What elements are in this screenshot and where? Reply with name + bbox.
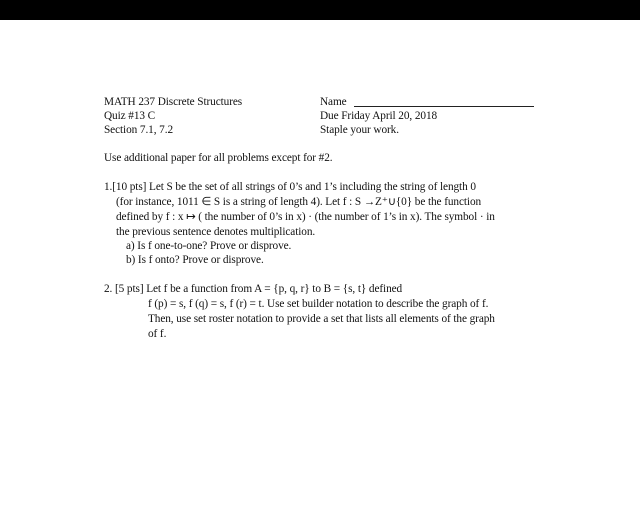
problem-2-line-2: f (p) = s, f (q) = s, f (r) = t. Use set builder notation to describe the graph of f. bbox=[148, 298, 489, 310]
course-title: MATH 237 Discrete Structures bbox=[104, 96, 243, 108]
section-label: Section 7.1, 7.2 bbox=[104, 124, 174, 136]
name-blank-line bbox=[354, 106, 534, 107]
name-label: Name bbox=[320, 96, 347, 108]
problem-2-line-4: of f. bbox=[148, 328, 167, 340]
problem-1-line-2: (for instance, 1011 ∈ S is a string of length 4). Let f : S →Z⁺∪{0} be the function bbox=[116, 196, 482, 208]
problem-1-line-1: 1.[10 pts] Let S be the set of all strings of 0’s and 1’s including the string of length 0 bbox=[104, 181, 476, 193]
problem-1-line-3: defined by f : x ↦ ( the number of 0’s in x) · (the number of 1’s in x). The symbol · in bbox=[116, 211, 495, 223]
problem-1-part-b: b) Is f onto? Prove or disprove. bbox=[126, 254, 264, 266]
problem-1-line-4: the previous sentence denotes multiplication. bbox=[116, 226, 316, 238]
quiz-number: Quiz #13 C bbox=[104, 110, 156, 122]
due-date: Due Friday April 20, 2018 bbox=[320, 110, 438, 122]
instructions: Use additional paper for all problems except for #2. bbox=[104, 152, 333, 164]
problem-1-part-a: a) Is f one-to-one? Prove or disprove. bbox=[126, 240, 292, 252]
problem-2-line-3: Then, use set roster notation to provide a set that lists all elements of the graph bbox=[148, 313, 495, 325]
quiz-page bbox=[0, 20, 640, 508]
staple-instruction: Staple your work. bbox=[320, 124, 399, 136]
problem-2-line-1: 2. [5 pts] Let f be a function from A = {p, q, r} to B = {s, t} defined bbox=[104, 283, 403, 295]
